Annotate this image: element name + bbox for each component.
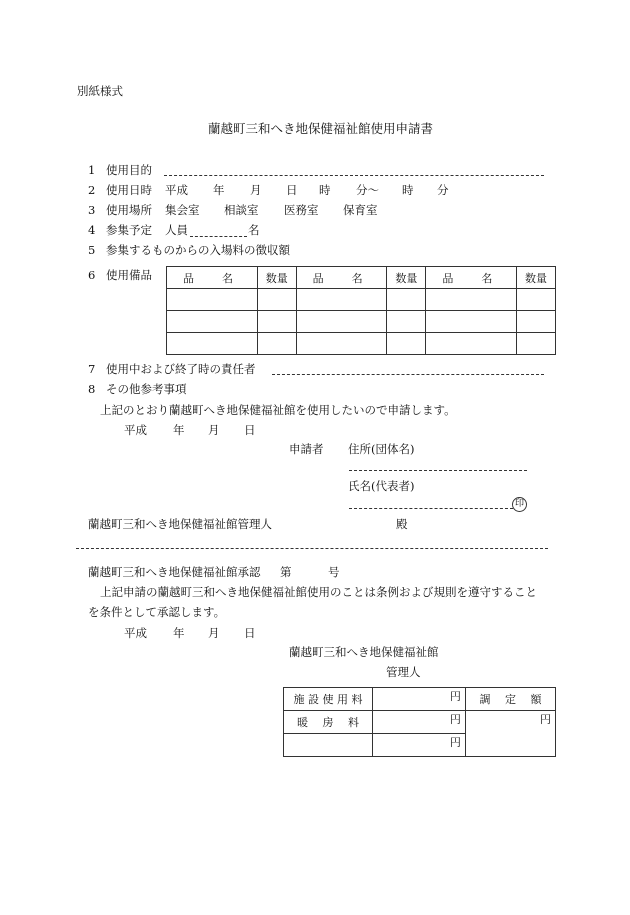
datetime-minute-from: 分～	[356, 183, 379, 197]
equipment-cell[interactable]	[517, 333, 556, 355]
fee-blank-label-cell[interactable]	[284, 734, 373, 757]
approval-date-day: 日	[244, 626, 256, 640]
people-unit: 名	[248, 223, 260, 237]
item-1-number: 1	[88, 163, 96, 177]
equipment-cell[interactable]	[257, 289, 296, 311]
equipment-cell[interactable]	[426, 311, 517, 333]
equipment-cell[interactable]	[296, 311, 387, 333]
fee-table	[283, 687, 556, 757]
equipment-name-header-2: 品 名	[296, 267, 387, 289]
equipment-cell[interactable]	[167, 333, 258, 355]
applicant-name-line[interactable]	[349, 508, 513, 509]
equipment-cell[interactable]	[296, 333, 387, 355]
item-6-label: 使用備品	[106, 268, 152, 282]
equipment-cell[interactable]	[296, 289, 387, 311]
adjusted-amount-label: 調 定 額	[465, 688, 555, 711]
datetime-hour-to: 時	[402, 183, 414, 197]
approval-date-era: 平成	[124, 626, 147, 640]
equipment-table	[166, 266, 556, 355]
request-date-era: 平成	[124, 423, 147, 437]
item-6-number: 6	[88, 268, 96, 282]
approval-date-year: 年	[173, 626, 185, 640]
equipment-row[interactable]	[167, 333, 556, 355]
purpose-line[interactable]	[164, 175, 544, 176]
item-1-label: 使用目的	[106, 163, 152, 177]
applicant-address-label: 住所(団体名)	[348, 442, 415, 456]
facility-fee-label: 施 設 使 用 料	[284, 688, 373, 711]
item-2-number: 2	[88, 183, 96, 197]
equipment-cell[interactable]	[257, 311, 296, 333]
item-4-number: 4	[88, 223, 96, 237]
responsible-person-line[interactable]	[272, 374, 544, 375]
approval-title: 蘭越町三和へき地保健福祉館承認	[88, 565, 261, 579]
item-3-label: 使用場所	[106, 203, 152, 217]
equipment-cell[interactable]	[387, 311, 426, 333]
approval-number-suffix: 号	[328, 565, 340, 579]
equipment-cell[interactable]	[167, 311, 258, 333]
item-5-number: 5	[88, 243, 96, 257]
page-title: 蘭越町三和へき地保健福祉館使用申請書	[208, 121, 434, 136]
request-date-year: 年	[173, 423, 185, 437]
item-8-number: 8	[88, 382, 96, 396]
room-option-consultation[interactable]: 相談室	[224, 203, 259, 217]
heating-fee-yen[interactable]: 円	[373, 711, 466, 734]
equipment-row[interactable]	[167, 311, 556, 333]
approval-number-prefix: 第	[280, 565, 292, 579]
total-fee-yen[interactable]: 円	[373, 734, 466, 757]
issuer-name: 蘭越町三和へき地保健福祉館	[289, 645, 439, 659]
item-7-label: 使用中および終了時の責任者	[106, 362, 256, 376]
equipment-cell[interactable]	[517, 289, 556, 311]
applicant-label: 申請者	[289, 442, 324, 456]
form-label: 別紙様式	[77, 84, 123, 98]
equipment-cell[interactable]	[167, 289, 258, 311]
approval-date-month: 月	[208, 626, 220, 640]
request-statement: 上記のとおり蘭越町へき地保健福祉館を使用したいので申請します。	[100, 403, 456, 417]
room-option-nursery[interactable]: 保育室	[343, 203, 378, 217]
request-date-day: 日	[244, 423, 256, 437]
seal-icon: 印	[512, 497, 527, 512]
addressee: 蘭越町三和へき地保健福祉館管理人	[88, 517, 272, 531]
equipment-cell[interactable]	[387, 289, 426, 311]
datetime-year: 年	[213, 183, 225, 197]
equipment-row[interactable]	[167, 289, 556, 311]
equipment-cell[interactable]	[426, 333, 517, 355]
equipment-name-header-3: 品 名	[426, 267, 517, 289]
equipment-qty-header-2: 数量	[387, 267, 426, 289]
item-7-number: 7	[88, 362, 96, 376]
equipment-cell[interactable]	[517, 311, 556, 333]
datetime-day: 日	[286, 183, 298, 197]
datetime-month: 月	[250, 183, 262, 197]
item-4-label: 参集予定	[106, 223, 152, 237]
facility-fee-yen[interactable]: 円	[373, 688, 466, 711]
datetime-hour: 時	[319, 183, 331, 197]
equipment-header-row	[167, 267, 556, 289]
equipment-cell[interactable]	[257, 333, 296, 355]
adjusted-amount-yen[interactable]: 円	[465, 711, 555, 757]
item-2-label: 使用日時	[106, 183, 152, 197]
equipment-cell[interactable]	[426, 289, 517, 311]
item-3-number: 3	[88, 203, 96, 217]
cut-line-divider	[76, 548, 548, 549]
item-5-label: 参集するものからの入場料の徴収額	[106, 243, 290, 257]
item-8-label: その他参考事項	[106, 382, 187, 396]
approval-text-line-2: を条件として承認します。	[88, 605, 226, 619]
equipment-qty-header-3: 数量	[517, 267, 556, 289]
heating-fee-label: 暖 房 料	[284, 711, 373, 734]
room-option-meeting[interactable]: 集会室	[165, 203, 200, 217]
applicant-address-line[interactable]	[349, 470, 527, 471]
equipment-name-header-1: 品 名	[167, 267, 258, 289]
issuer-title: 管理人	[386, 665, 421, 679]
people-label: 人員	[165, 223, 188, 237]
request-date-month: 月	[208, 423, 220, 437]
addressee-honorific: 殿	[396, 517, 408, 531]
equipment-cell[interactable]	[387, 333, 426, 355]
applicant-name-label: 氏名(代表者)	[348, 479, 415, 493]
approval-text-line-1: 上記申請の蘭越町三和へき地保健福祉館使用のことは条例および規則を遵守すること	[100, 585, 537, 599]
datetime-era: 平成	[165, 183, 188, 197]
equipment-qty-header-1: 数量	[257, 267, 296, 289]
people-count-line[interactable]	[190, 236, 247, 237]
datetime-minute-to: 分	[437, 183, 449, 197]
room-option-medical[interactable]: 医務室	[284, 203, 319, 217]
